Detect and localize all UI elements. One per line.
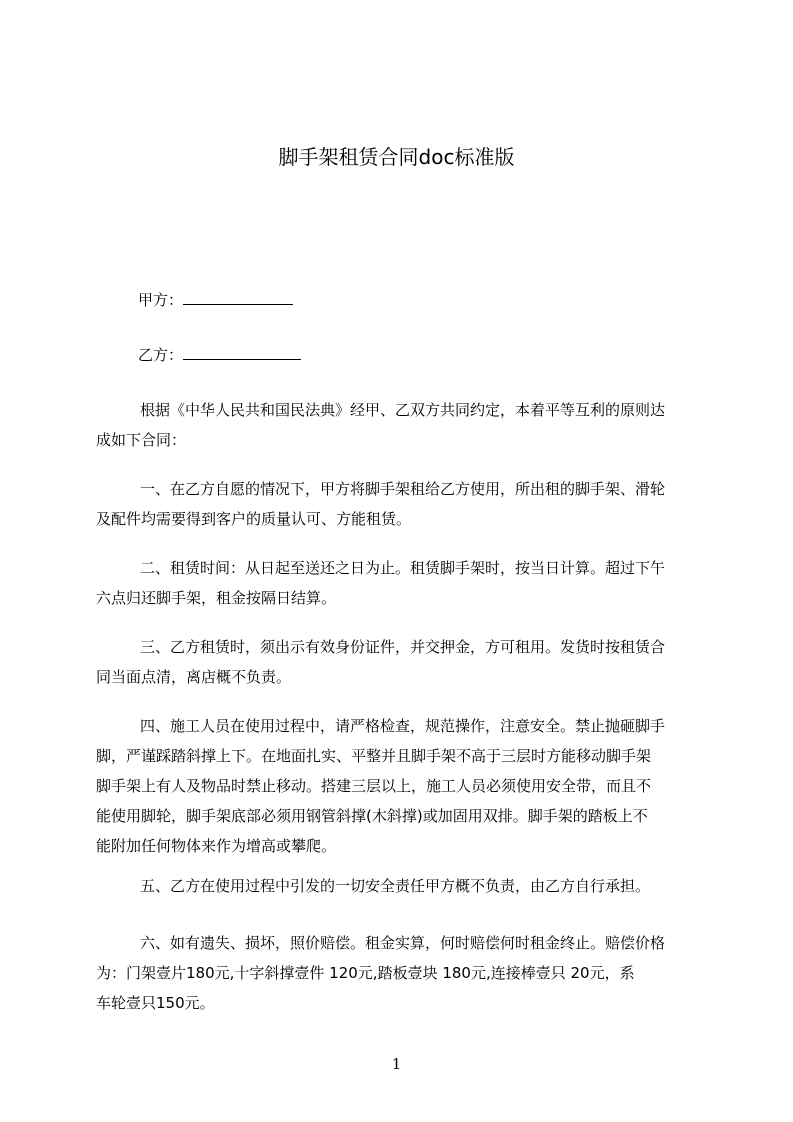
party-a-blank	[183, 290, 293, 305]
paragraph-line: 六、如有遗失、损坏，照价赔偿。租金实算，何时赔偿何时租金终止。赔偿价格	[140, 934, 666, 952]
paragraph-line: 及配件均需要得到客户的质量认可、方能租赁。	[96, 510, 412, 528]
paragraph-line: 二、租赁时间：从日起至送还之日为止。租赁脚手架时，按当日计算。超过下午	[140, 559, 666, 577]
paragraph-clause-2	[96, 553, 700, 613]
party-a-label: 甲方：	[138, 291, 184, 309]
paragraph-line: 能使用脚轮，脚手架底部必须用钢管斜撑(木斜撑)或加固用双排。脚手架的踏板上不	[96, 807, 648, 825]
paragraph-line: 根据《中华人民共和国民法典》经甲、乙双方共同约定，本着平等互利的原则达	[140, 401, 666, 419]
paragraph-clause-5	[96, 871, 700, 901]
paragraph-line: 同当面点清，离店概不负责。	[96, 668, 292, 686]
paragraph-line: 能附加任何物体来作为增高或攀爬。	[96, 837, 337, 855]
paragraph-clause-3	[96, 632, 700, 692]
paragraph-line: 三、乙方租赁时，须出示有效身份证件，并交押金，方可租用。发货时按租赁合	[140, 638, 666, 656]
page-number: 1	[391, 1055, 402, 1073]
paragraph-line: 六点归还脚手架，租金按隔日结算。	[96, 589, 337, 607]
paragraph-line: 四、施工人员在使用过程中，请严格检查，规范操作，注意安全。禁止抛砸脚手	[140, 717, 666, 735]
document-title: 脚手架租赁合同doc标准版	[278, 145, 515, 169]
paragraph-clause-4	[96, 711, 700, 861]
paragraph-clause-6	[96, 928, 700, 1018]
paragraph-line: 脚手架上有人及物品时禁止移动。搭建三层以上，施工人员必须使用安全带，而且不	[96, 777, 652, 795]
party-b-label: 乙方：	[138, 346, 184, 364]
paragraph-line: 为：门架壹片180元,十字斜撑壹件 120元,踏板壹块 180元,连接棒壹只 20元，系	[96, 964, 635, 982]
party-a-line	[138, 290, 293, 310]
party-b-blank	[183, 345, 301, 360]
paragraph-line: 五、乙方在使用过程中引发的一切安全责任甲方概不负责，由乙方自行承担。	[140, 877, 651, 895]
paragraph-preamble	[96, 395, 700, 455]
paragraph-line: 脚，严谨踩踏斜撑上下。在地面扎实、平整并且脚手架不高于三层时方能移动脚手架	[96, 747, 652, 765]
paragraph-line: 一、在乙方自愿的情况下，甲方将脚手架租给乙方使用，所出租的脚手架、滑轮	[140, 480, 666, 498]
paragraph-line: 车轮壹只150元。	[96, 994, 215, 1012]
paragraph-line: 成如下合同：	[96, 431, 187, 449]
paragraph-clause-1	[96, 474, 700, 534]
party-b-line	[138, 345, 301, 365]
